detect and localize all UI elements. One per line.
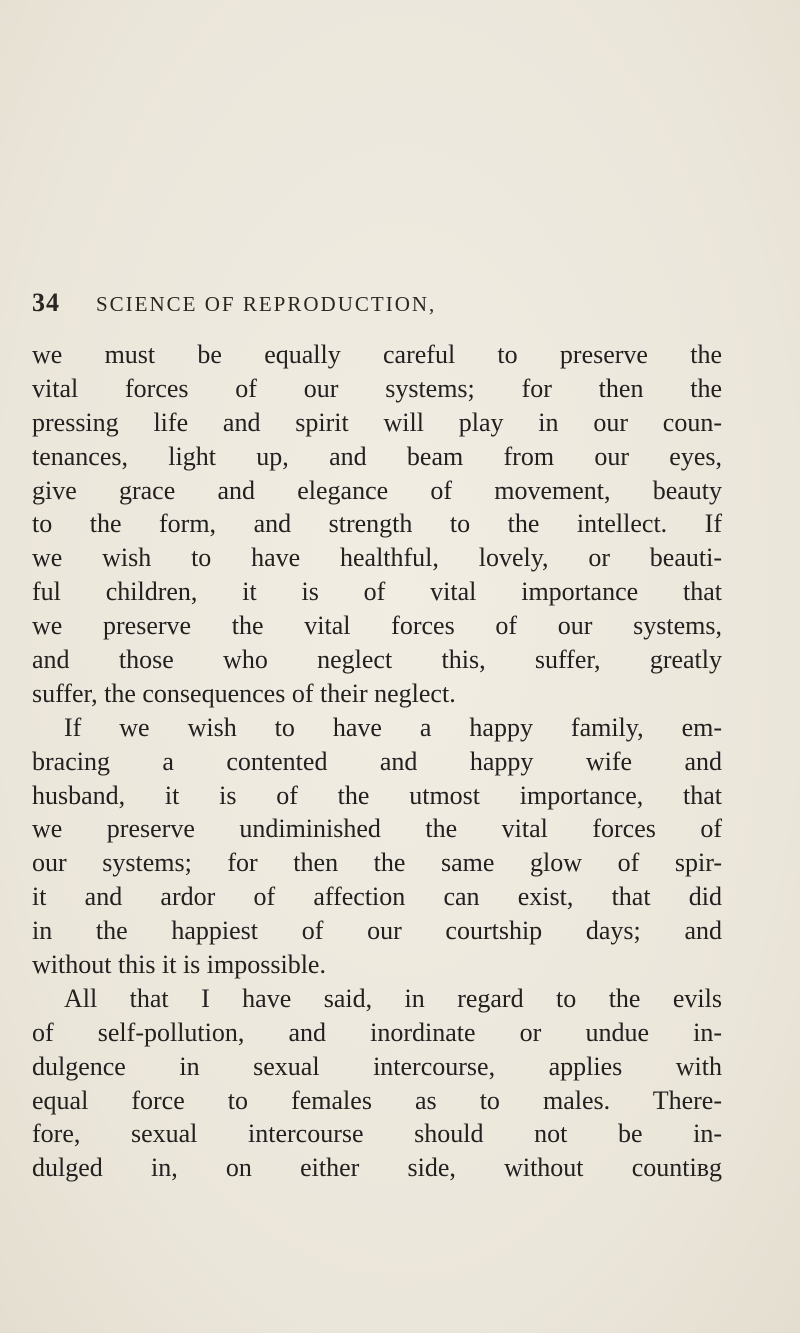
text-line: our systems; for then the same glow of spir- [32,848,722,878]
text-line: vital forces of our systems; for then the [32,373,722,403]
text-line: All that I have said, in regard to the evils [64,983,722,1013]
text-line: to the form, and strength to the intellect. If [32,509,722,539]
text-line: ful children, it is of vital importance that [32,577,722,607]
text-line: and those who neglect this, suffer, greatly [32,645,722,675]
text-line: tenances, light up, and beam from our eyes, [32,441,722,471]
text-line: dulgence in sexual intercourse, applies with [32,1051,722,1081]
text-line: we must be equally careful to preserve the [32,340,722,369]
running-head: SCIENCE OF REPRODUCTION, [96,292,437,316]
text-line: give grace and elegance of movement, beauty [32,475,722,505]
text-line: pressing life and spirit will play in our coun- [32,407,722,437]
text-line: If we wish to have a happy family, em- [64,712,722,742]
text-line: husband, it is of the utmost importance, that [32,780,722,810]
body-text [32,338,722,1185]
text-line: we preserve undiminished the vital forces of [32,814,722,844]
text-line: of self-pollution, and inordinate or undue in- [32,1017,722,1047]
text-line: equal force to females as to males. There- [32,1085,722,1115]
text-line: we preserve the vital forces of our systems, [32,611,722,641]
page-header [32,288,722,318]
page-number: 34 [32,288,60,317]
text-line: bracing a contented and happy wife and [32,746,722,776]
text-line: it and ardor of affection can exist, that did [32,882,722,912]
text-line: we wish to have healthful, lovely, or beauti- [32,543,722,573]
text-line: suffer, the consequences of their neglect. [32,678,456,708]
text-line: without this it is impossible. [32,950,326,980]
text-line: in the happiest of our courtship days; and [32,916,722,946]
text-line: dulged in, on either side, without countiвg [32,1153,722,1183]
text-line: fore, sexual intercourse should not be in- [32,1119,722,1149]
